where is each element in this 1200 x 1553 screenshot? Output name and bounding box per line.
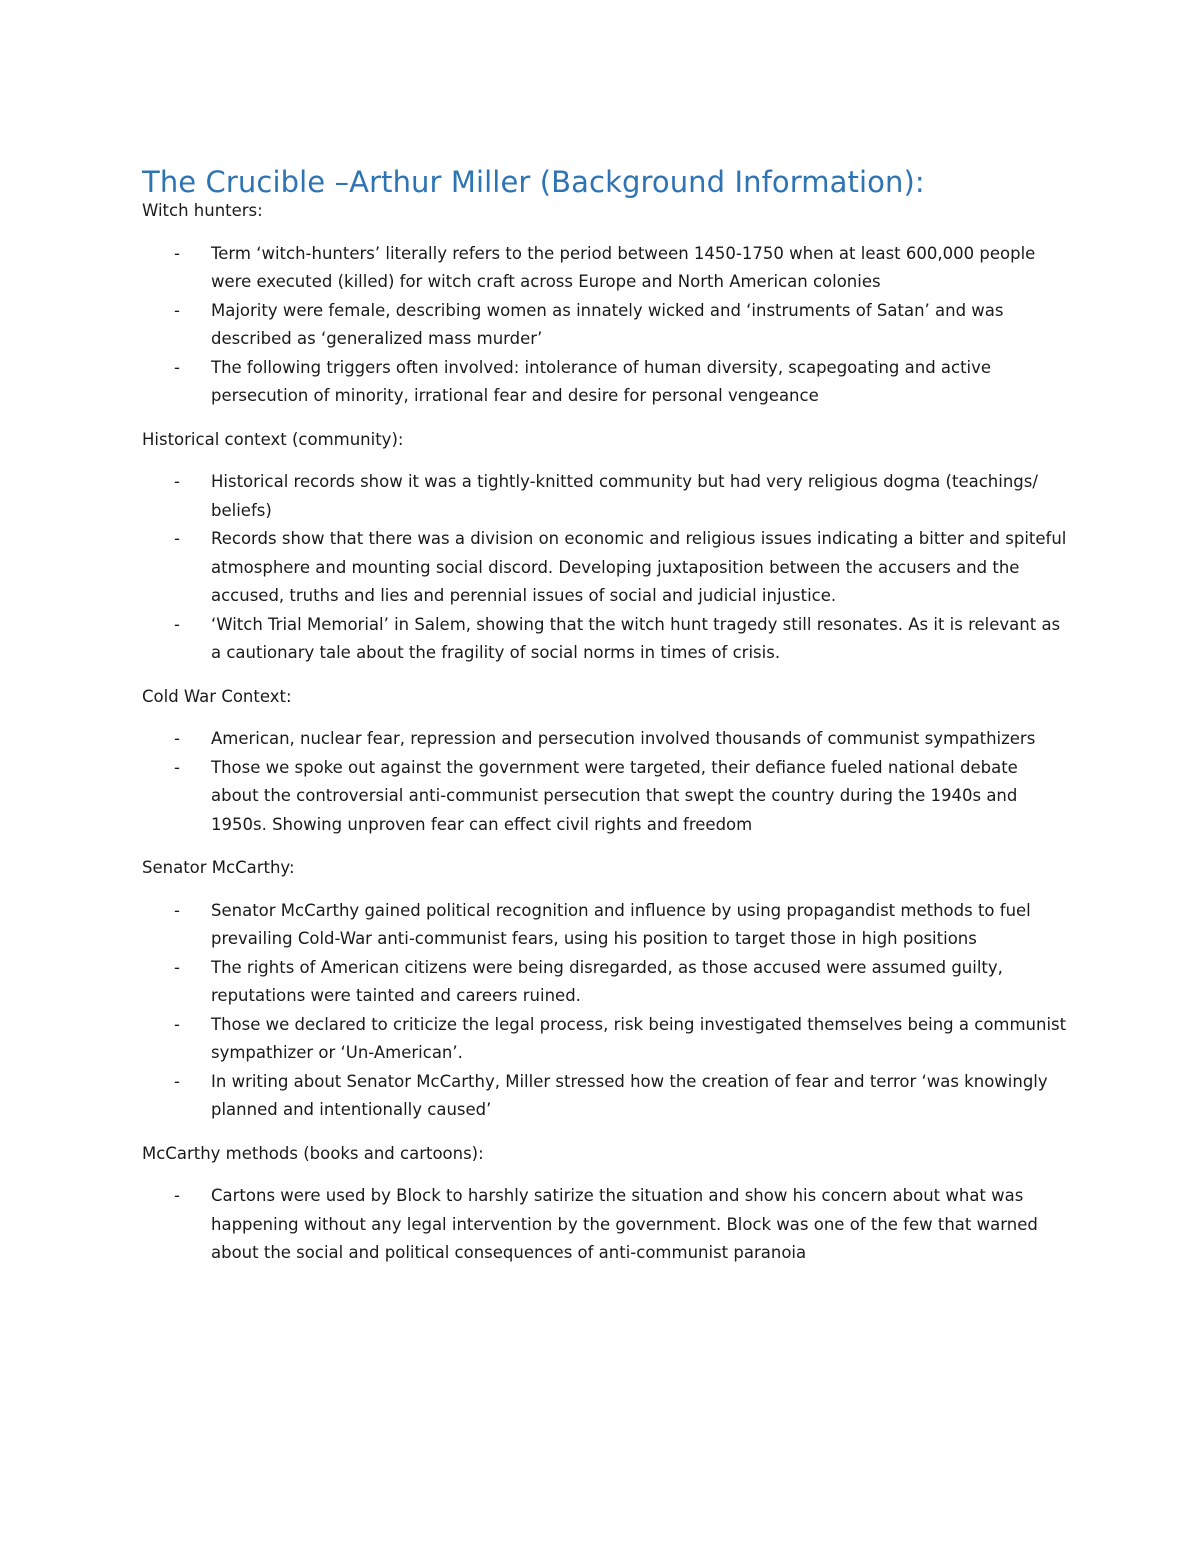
bullet-item: [142, 297, 1067, 354]
bullet-list: [142, 725, 1067, 839]
bullet-text: Historical records show it was a tightly-knitted community but had very religious dogma (teachings/ beliefs): [211, 472, 1038, 520]
bullet-item: [142, 1068, 1067, 1125]
bullet-item: [142, 954, 1067, 1011]
section-heading: Historical context (community):: [142, 429, 404, 449]
bullet-item: [142, 240, 1067, 297]
bullet-text: The rights of American citizens were being disregarded, as those accused were assumed guilty, reputations were tainted and careers ruined.: [211, 957, 1003, 1005]
bullet-text: ‘Witch Trial Memorial’ in Salem, showing that the witch hunt tragedy still resonates. As it is relevant as a cautionary tale about the fragility of social norms in times of crisis.: [211, 614, 1061, 662]
bullet-dash-icon: -: [174, 957, 180, 977]
bullet-item: [142, 754, 1067, 840]
bullet-dash-icon: -: [174, 472, 180, 491]
bullet-text: Those we spoke out against the government were targeted, their defiance fueled national debate about the controversial anti-communist persecution that swept the country during the 1940s and 1950s. Showing unproven fear can effect civil rights and freedom: [211, 757, 1018, 834]
bullet-text: American, nuclear fear, repression and persecution involved thousands of communist sympathizers: [211, 729, 1036, 748]
bullet-item: [142, 1011, 1067, 1068]
bullet-dash-icon: -: [174, 900, 180, 920]
bullet-item: [142, 725, 1067, 754]
document-body: [142, 160, 1067, 1268]
bullet-item: [142, 525, 1067, 611]
bullet-dash-icon: -: [174, 1186, 180, 1205]
bullet-list: [142, 468, 1067, 668]
bullet-dash-icon: -: [174, 243, 180, 263]
bullet-dash-icon: -: [174, 529, 180, 548]
section-heading: Senator McCarthy:: [142, 858, 295, 877]
document-title: The Crucible –Arthur Miller (Background Information):: [142, 165, 925, 199]
bullet-dash-icon: -: [174, 757, 180, 777]
bullet-dash-icon: -: [174, 300, 180, 320]
bullet-dash-icon: -: [174, 357, 180, 377]
bullet-text: Cartons were used by Block to harshly satirize the situation and show his concern about what was happening without any legal intervention by the government. Block was one of the few that warned about the social and political consequences of anti-communist paranoia: [211, 1186, 1038, 1262]
bullet-text: In writing about Senator McCarthy, Miller stressed how the creation of fear and terror ‘was knowingly planned and intentionally caused’: [211, 1071, 1048, 1119]
bullet-item: [142, 1182, 1067, 1268]
section-heading: Cold War Context:: [142, 686, 292, 706]
bullet-dash-icon: -: [174, 1014, 180, 1034]
bullet-list: [142, 240, 1067, 411]
sections-container: [142, 197, 1067, 1268]
bullet-item: [142, 611, 1067, 668]
bullet-dash-icon: -: [174, 614, 180, 634]
bullet-text: The following triggers often involved: intolerance of human diversity, scapegoating and active persecution of minority, irrational fear and desire for personal vengeance: [211, 357, 992, 405]
bullet-item: [142, 354, 1067, 411]
bullet-dash-icon: -: [174, 729, 180, 748]
bullet-text: Records show that there was a division on economic and religious issues indicating a bitter and spiteful atmosphere and mounting social discord. Developing juxtaposition between the accusers and the accused, truths and lies and perennial issues of social and judicial injustice.: [211, 529, 1067, 605]
bullet-dash-icon: -: [174, 1071, 180, 1091]
bullet-list: [142, 897, 1067, 1125]
bullet-text: Majority were female, describing women as innately wicked and ‘instruments of Satan’ and was described as ‘generalized mass murder’: [211, 300, 1004, 348]
bullet-list: [142, 1182, 1067, 1268]
bullet-item: [142, 897, 1067, 954]
section-heading: Witch hunters:: [142, 201, 263, 220]
section-heading: McCarthy methods (books and cartoons):: [142, 1143, 484, 1163]
bullet-text: Those we declared to criticize the legal process, risk being investigated themselves being a communist sympathizer or ‘Un-American’.: [211, 1014, 1067, 1062]
bullet-item: [142, 468, 1067, 525]
bullet-text: Senator McCarthy gained political recognition and influence by using propagandist methods to fuel prevailing Cold-War anti-communist fears, using his position to target those in high positions: [211, 900, 1031, 948]
bullet-text: Term ‘witch-hunters’ literally refers to the period between 1450-1750 when at least 600,000 people were executed (killed) for witch craft across Europe and North American colonies: [211, 243, 1036, 291]
